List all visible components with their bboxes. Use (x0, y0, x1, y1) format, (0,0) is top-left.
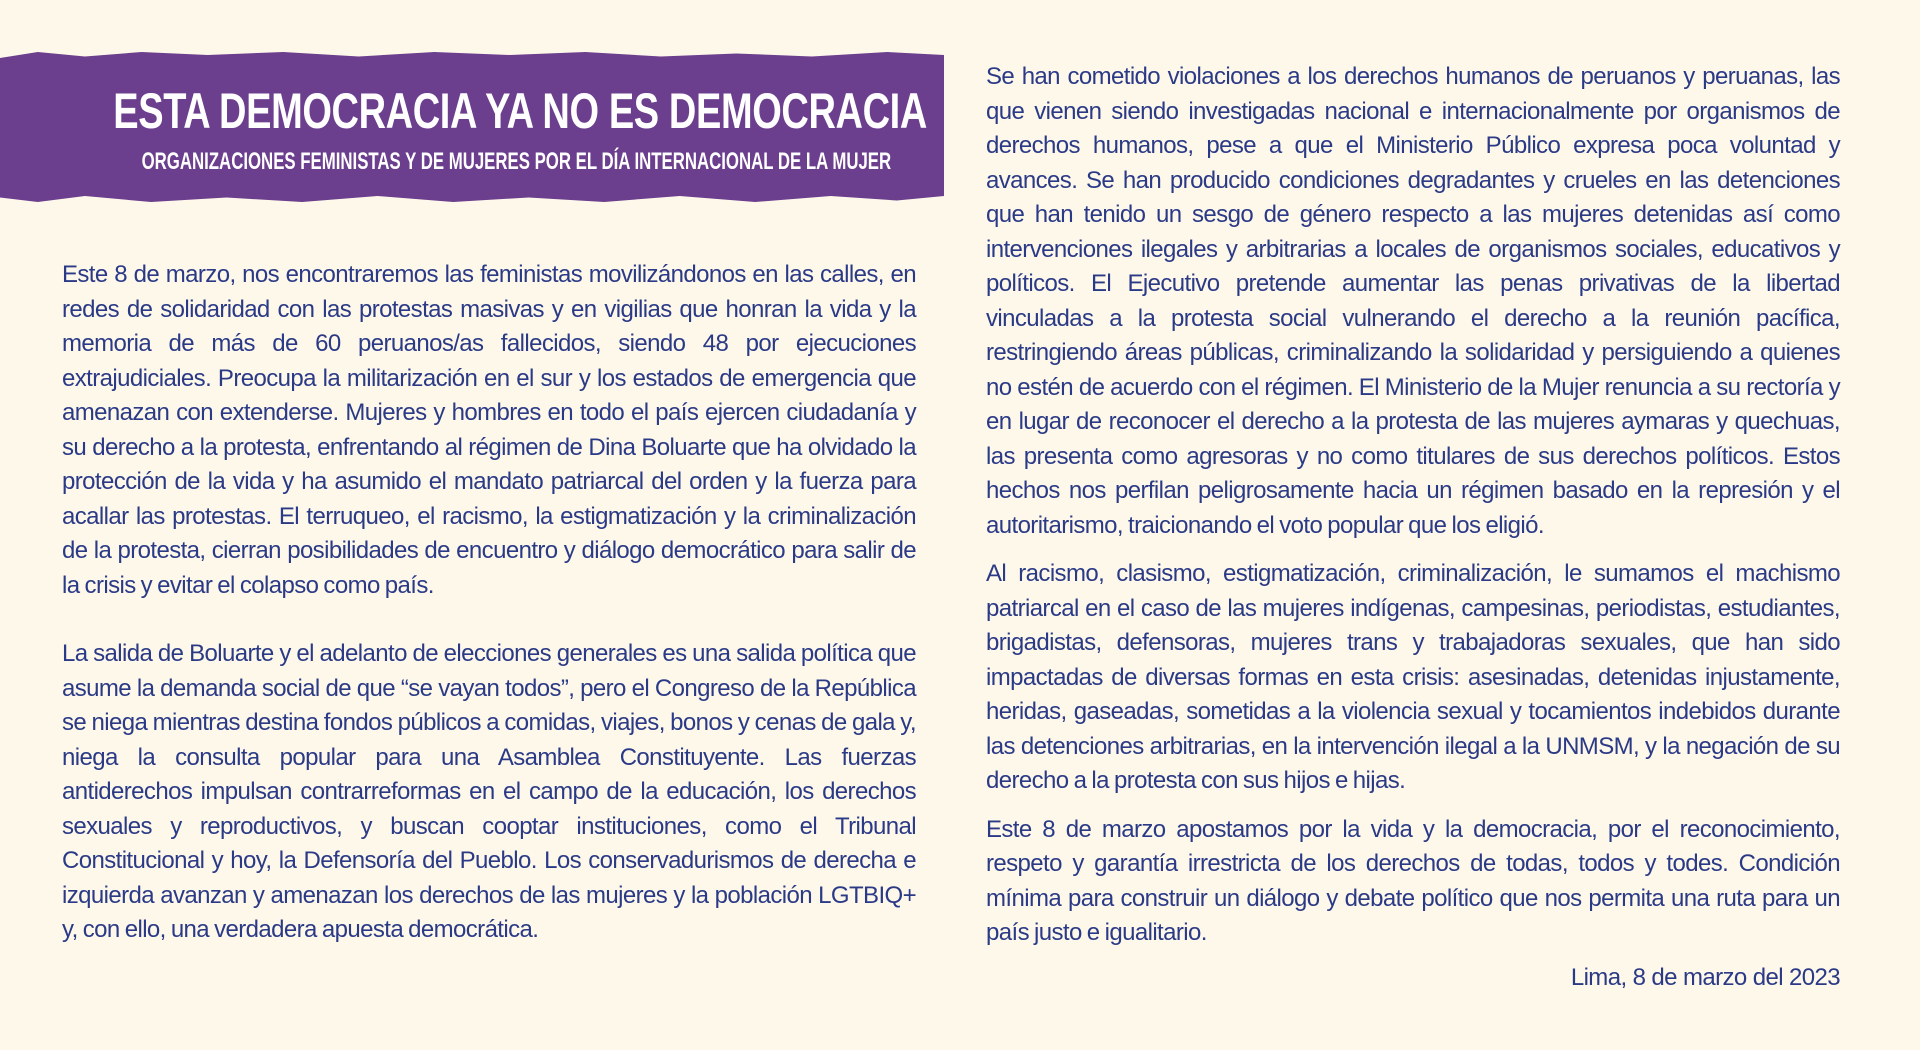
paragraph: Al racismo, clasismo, estigmatización, criminalización, le sumamos el machismo patriarcal en el caso de las mujeres indígenas, campesinas, periodistas, estudiantes, brigadistas, defensoras, mujeres trans y trabajadoras sexuales, que han sido impactadas de diversas formas en esta crisis: asesinadas, detenidas injustamente, heridas, gaseadas, sometidas a la violencia sexual y tocamientos indebidos durante las detenciones arbitrarias, en la intervención ilegal a la UNMSM, y la negación de su derecho a la protesta con sus hijos e hijas. (986, 560, 1840, 794)
paragraph: Este 8 de marzo, nos encontraremos las feministas movilizándonos en las calles, en redes de solidaridad con las protestas masivas y en vigilias que honran la vida y la memoria de más de 60 peruanos/as fallecidos, siendo 48 por ejecuciones extrajudiciales. Preocupa la militarización en el sur y los estados de emergencia que amenazan con extenderse. Mujeres y hombres en todo el país ejercen ciudadanía y su derecho a la protesta, enfrentando al régimen de Dina Boluarte que ha olvidado la protección de la vida y ha asumido el mandato patriarcal del orden y la fuerza para acallar las protestas. El terruqueo, el racismo, la estigmatización y la criminalización de la protesta, cierran posibilidades de encuentro y diálogo democrático para salir de la crisis y evitar el colapso como país. (62, 261, 916, 599)
left-column (62, 258, 916, 948)
paragraph: Este 8 de marzo apostamos por la vida y la democracia, por el reconocimiento, respeto y garantía irrestricta de los derechos de todas, todos y todes. Condición mínima para construir un diálogo y debate político que nos permita una ruta para un país justo e igualitario. (986, 815, 1840, 946)
right-column (986, 60, 1840, 951)
paragraph: Se han cometido violaciones a los derechos humanos de peruanos y peruanas, las que vienen siendo investigadas nacional e internacionalmente por organismos de derechos humanos, pese a que el Ministerio Público expresa poca voluntad y avances. Se han producido condiciones degradantes y crueles en las detenciones que han tenido un sesgo de género respecto a las mujeres detenidas así como intervenciones ilegales y arbitrarias a locales de organismos sociales, educativos y políticos. El Ejecutivo pretende aumentar las penas privativas de la libertad vinculadas a la protesta social vulnerando el derecho a la reunión pacífica, restringiendo áreas públicas, criminalizando la solidaridad y persiguiendo a quienes no estén de acuerdo con el régimen. El Ministerio de la Mujer renuncia a su rectoría y en lugar de reconocer el derecho a la protesta de las mujeres aymaras y quechuas, las presenta como agresoras y no como titulares de sus derechos políticos. Estos hechos nos perfilan peligrosamente hacia un régimen basado en la represión y el autoritarismo, traicionando el voto popular que los eligió. (986, 63, 1840, 539)
signature-date: Lima, 8 de marzo del 2023 (1570, 964, 1840, 991)
page-title: ESTA DEMOCRACIA YA NO ES DEMOCRACIA (113, 83, 927, 139)
paragraph: La salida de Boluarte y el adelanto de elecciones generales es una salida política que asume la demanda social de que “se vayan todos”, pero el Congreso de la República se niega mientras destina fondos públicos a comidas, viajes, bonos y cenas de gala y, niega la consulta popular para una Asamblea Constituyente. Las fuerzas antiderechos impulsan contrarreformas en el campo de la educación, los derechos sexuales y reproductivos, y buscan cooptar instituciones, como el Tribunal Constitucional y hoy, la Defensoría del Pueblo. Los conservadurismos de derecha e izquierda avanzan y amenazan los derechos de las mujeres y la población LGTBIQ+ y, con ello, una verdadera apuesta democrática. (62, 640, 916, 943)
page-subtitle: ORGANIZACIONES FEMINISTAS Y DE MUJERES POR EL DÍA INTERNACIONAL DE LA MUJER (141, 148, 892, 175)
